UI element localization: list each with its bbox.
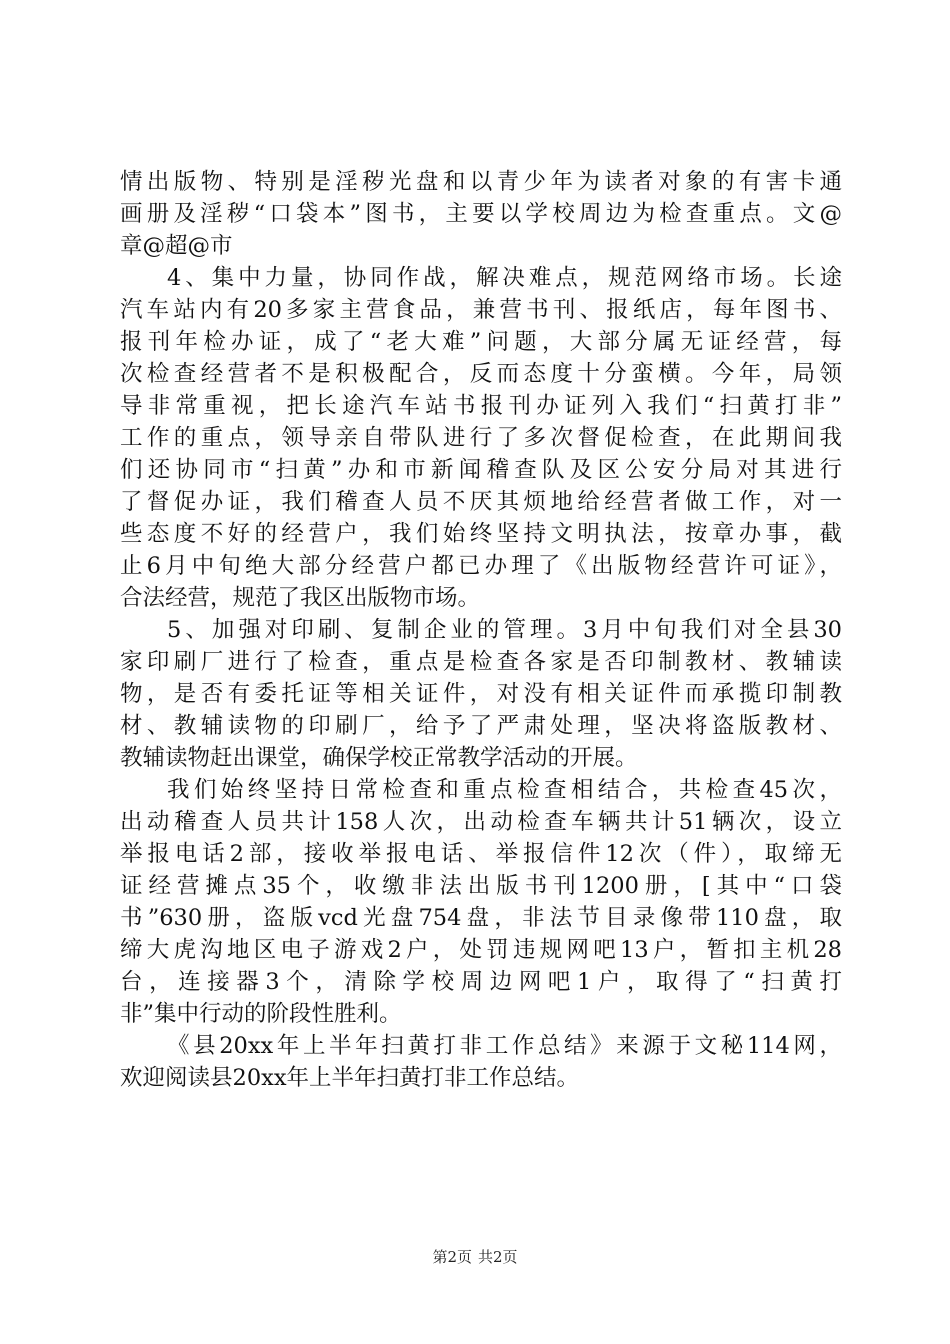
page-total: 共2页 — [478, 1248, 518, 1266]
text-line: 们还协同市“扫黄”办和市新闻稽查队及区公安分局对其进行 — [120, 457, 842, 483]
text-line: 出动稽查人员共计158人次，出动检查车辆共计51辆次，设立 — [120, 809, 842, 835]
text-line: 家印刷厂进行了检查，重点是检查各家是否印制教材、教辅读 — [120, 649, 842, 675]
text-line: 欢迎阅读县20xx年上半年扫黄打非工作总结。 — [120, 1065, 580, 1091]
text-line: 导非常重视，把长途汽车站书报刊办证列入我们“扫黄打非” — [120, 393, 842, 419]
text-line: 教辅读物赶出课堂，确保学校正常教学活动的开展。 — [120, 745, 638, 771]
text-line: 证经营摊点35个，收缴非法出版书刊1200册，[其中“口袋 — [120, 873, 842, 899]
text-line: 书”630册，盗版vcd光盘754盘，非法节目录像带110盘，取 — [120, 905, 842, 931]
text-line: 物，是否有委托证等相关证件，对没有相关证件而承揽印制教 — [120, 681, 842, 707]
text-line: 《县20xx年上半年扫黄打非工作总结》来源于文秘114网， — [167, 1033, 842, 1059]
text-line: 4、集中力量，协同作战，解决难点，规范网络市场。长途 — [167, 265, 842, 291]
text-line: 了督促办证，我们稽查人员不厌其烦地给经营者做工作，对一 — [120, 489, 842, 515]
text-line: 章@超@市 — [120, 233, 233, 259]
text-line: 5、加强对印刷、复制企业的管理。3月中旬我们对全县30 — [167, 617, 842, 643]
text-line: 报刊年检办证，成了“老大难”问题，大部分属无证经营，每 — [120, 329, 842, 355]
text-line: 工作的重点，领导亲自带队进行了多次督促检查，在此期间我 — [120, 425, 842, 451]
text-line: 情出版物、特别是淫秽光盘和以青少年为读者对象的有害卡通 — [120, 169, 842, 195]
text-line: 汽车站内有20多家主营食品，兼营书刊、报纸店，每年图书、 — [120, 297, 842, 323]
text-line: 举报电话2部，接收举报电话、举报信件12次（件），取缔无 — [120, 841, 842, 867]
text-line: 缔大虎沟地区电子游戏2户，处罚违规网吧13户，暂扣主机28 — [120, 937, 842, 963]
text-line: 次检查经营者不是积极配合，反而态度十分蛮横。今年，局领 — [120, 361, 842, 387]
text-line: 止6月中旬绝大部分经营户都已办理了《出版物经营许可证》， — [120, 553, 842, 579]
page-number: 第2页 — [432, 1248, 472, 1266]
text-line: 合法经营，规范了我区出版物市场。 — [120, 585, 481, 611]
text-line: 些态度不好的经营户，我们始终坚持文明执法，按章办事，截 — [120, 521, 842, 547]
page-footer — [0, 1246, 950, 1267]
text-line: 材、教辅读物的印刷厂，给予了严肃处理，坚决将盗版教材、 — [120, 713, 842, 739]
document-body — [120, 166, 842, 1094]
text-line: 我们始终坚持日常检查和重点检查相结合，共检查45次， — [167, 777, 842, 803]
text-line: 台，连接器3个，清除学校周边网吧1户，取得了“扫黄打 — [120, 969, 842, 995]
text-line: 非”集中行动的阶段性胜利。 — [120, 1001, 402, 1027]
text-line: 画册及淫秽“口袋本”图书，主要以学校周边为检查重点。文@ — [120, 201, 842, 227]
